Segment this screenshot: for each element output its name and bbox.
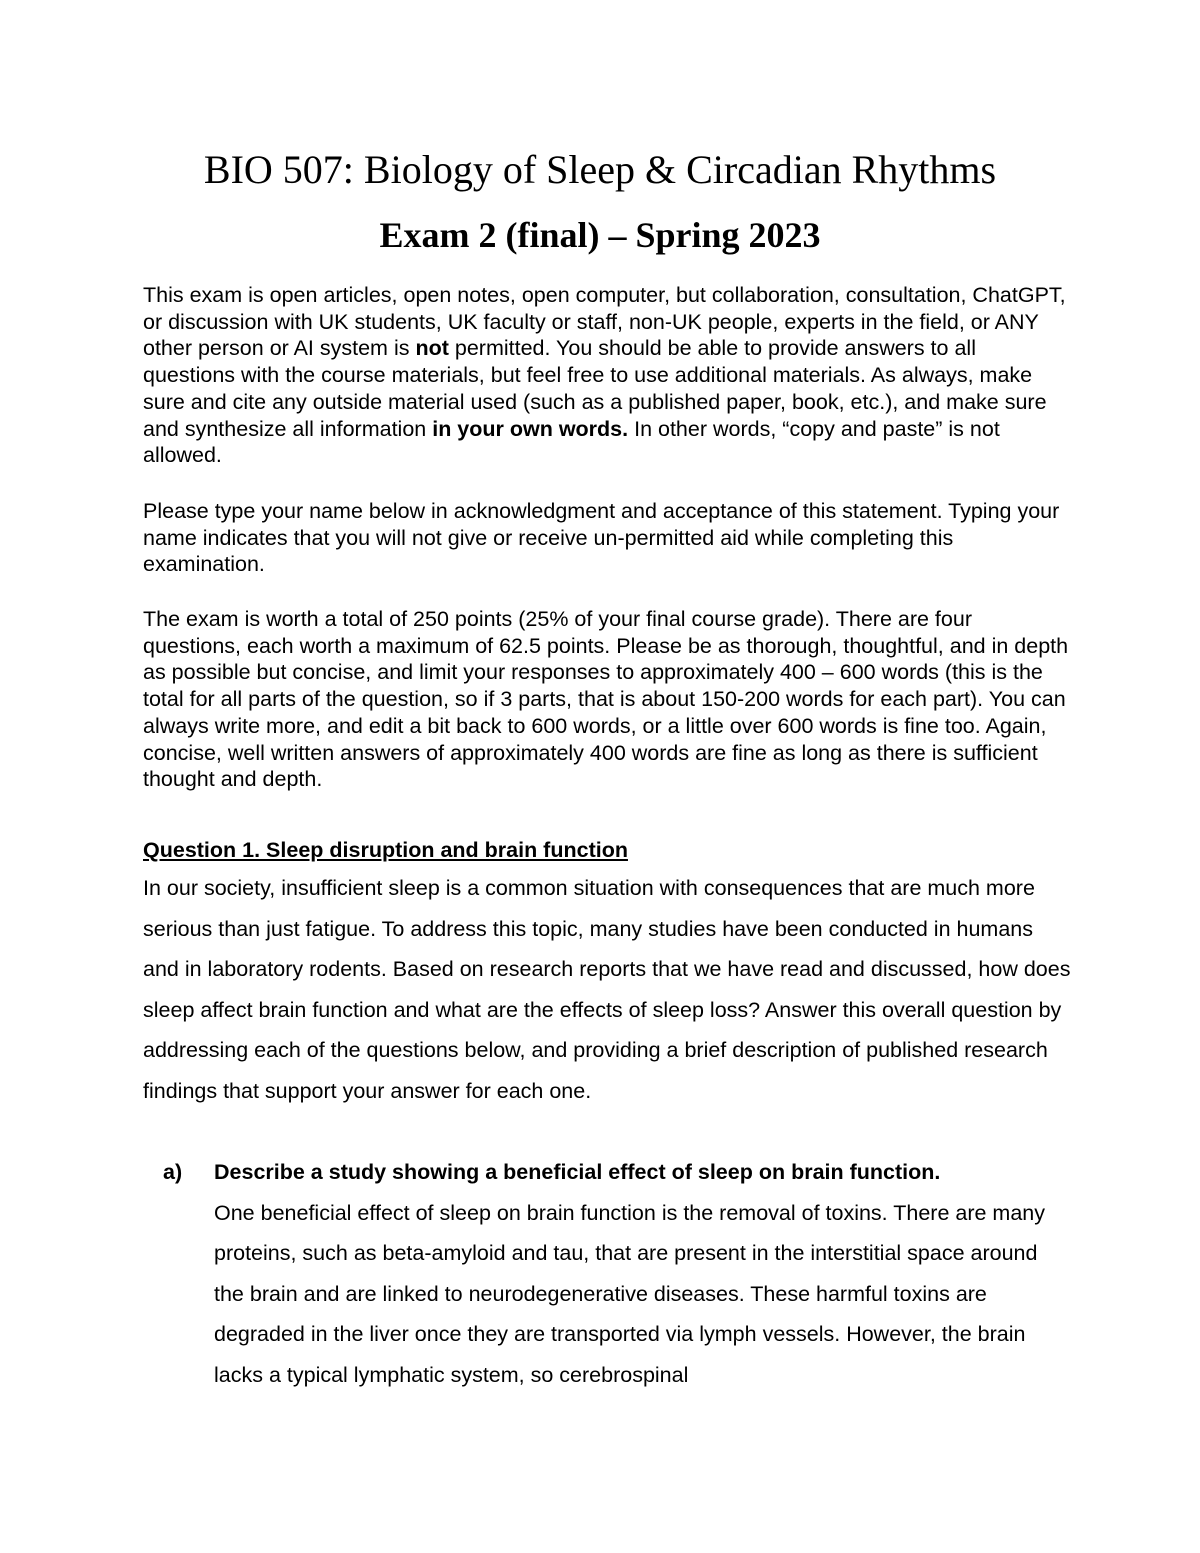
- document-subtitle: Exam 2 (final) – Spring 2023: [379, 215, 821, 255]
- part-a-prompt: Describe a study showing a beneficial effect of sleep on brain function.: [214, 1160, 941, 1184]
- document-title: BIO 507: Biology of Sleep & Circadian Rhythms: [203, 147, 997, 192]
- intro-text-1: This exam is open articles, open notes, open computer, but collaboration, consultation, ChatGPT, or discussion with UK students, UK faculty or staff, non-UK people, experts in the field, or ANY other person or AI system is: [143, 283, 1066, 361]
- intro-bold-own-words: in your own words.: [432, 416, 629, 441]
- intro-paragraph-rules: [143, 282, 1073, 469]
- part-a-answer: One beneficial effect of sleep on brain function is the removal of toxins. There are many proteins, such as beta-amyloid and tau, that are present in the interstitial space around the brain and are linked to neurodegenerative diseases. These harmful toxins are degraded in the liver once they are transported via lymph vessels. However, the brain lacks a typical lymphatic system, so cerebrospinal: [214, 1200, 1046, 1387]
- intro-text-2: permitted. You should be able to provide answers to all questions with the course materials, but feel free to use additional materials. As always, make sure and cite any outside material used (such as a published paper, book, etc.), and make sure and synthesize all information: [143, 336, 1047, 441]
- intro-text-3: In other words, “copy and paste” is not allowed.: [143, 416, 1000, 468]
- intro-paragraph-grading: The exam is worth a total of 250 points (25% of your final course grade). There are four questions, each worth a maximum of 62.5 points. Please be as thorough, thoughtful, and in depth as possible but concise, and limit your responses to approximately 400 – 600 words (this is the total for all parts of the question, so if 3 parts, that is about 150-200 words for each part). You can always write more, and edit a bit back to 600 words, or a little over 600 words is fine too. Again, concise, well written answers of approximately 400 words are fine as long as there is sufficient thought and depth.: [143, 607, 1069, 792]
- question-1-part-a: [143, 1152, 1073, 1396]
- question-1-body: In our society, insufficient sleep is a common situation with consequences that are much more serious than just fatigue. To address this topic, many studies have been conducted in humans and in laboratory rodents. Based on research reports that we have read and discussed, how does sleep affect brain function and what are the effects of sleep loss? Answer this overall question by addressing each of the questions below, and providing a brief description of published research findings that support your answer for each one.: [143, 876, 1071, 1103]
- question-1-heading: Question 1. Sleep disruption and brain function: [143, 838, 628, 862]
- intro-paragraph-acknowledgment: Please type your name below in acknowledgment and acceptance of this statement. Typing your name indicates that you will not give or receive un-permitted aid while completing this examination.: [143, 499, 1060, 577]
- intro-bold-not: not: [415, 336, 449, 361]
- part-a-marker: a): [163, 1160, 183, 1184]
